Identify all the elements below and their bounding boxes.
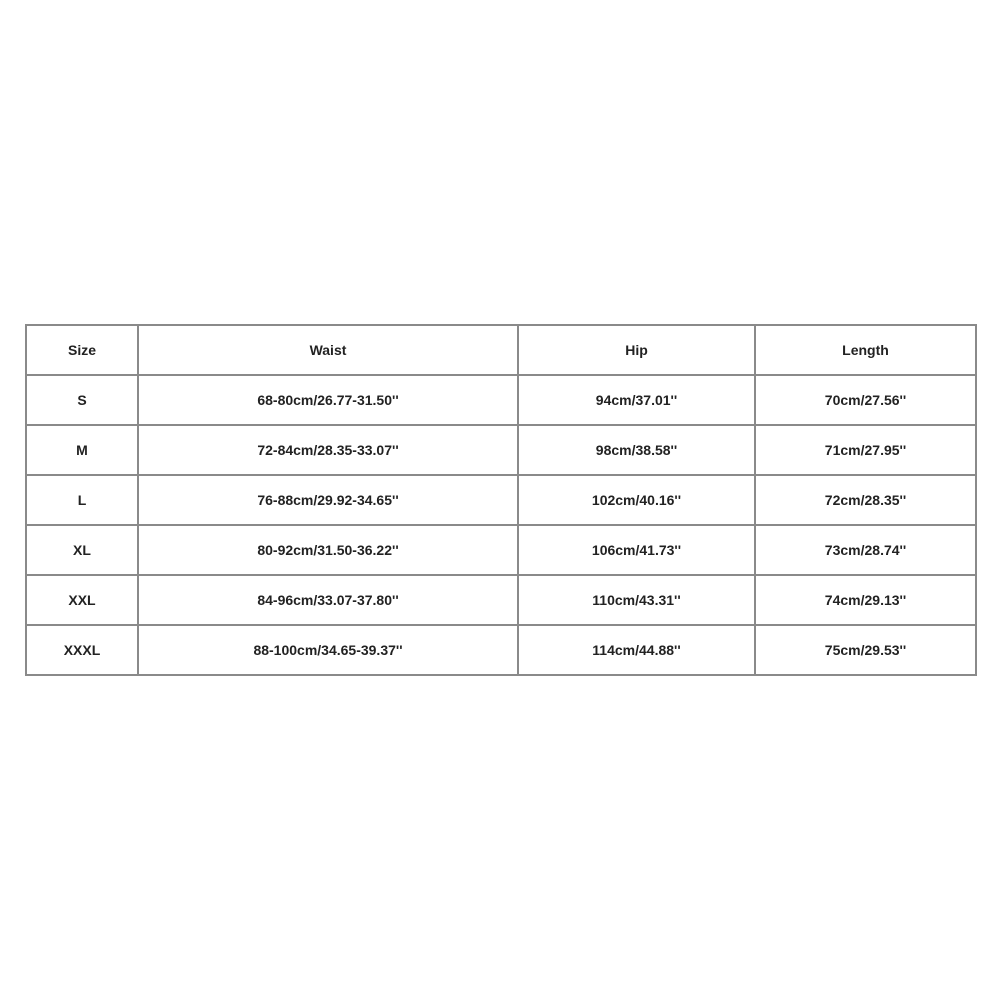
header-size: Size [26,325,138,375]
cell-waist: 84-96cm/33.07-37.80'' [138,575,518,625]
cell-size: XXL [26,575,138,625]
cell-length: 75cm/29.53'' [755,625,976,675]
cell-hip: 94cm/37.01'' [518,375,755,425]
cell-length: 74cm/29.13'' [755,575,976,625]
header-length: Length [755,325,976,375]
header-hip: Hip [518,325,755,375]
cell-waist: 76-88cm/29.92-34.65'' [138,475,518,525]
cell-length: 71cm/27.95'' [755,425,976,475]
cell-waist: 72-84cm/28.35-33.07'' [138,425,518,475]
cell-waist: 68-80cm/26.77-31.50'' [138,375,518,425]
cell-size: M [26,425,138,475]
table-row [26,375,976,425]
size-chart-table [25,324,977,676]
cell-hip: 106cm/41.73'' [518,525,755,575]
cell-waist: 80-92cm/31.50-36.22'' [138,525,518,575]
table-row [26,425,976,475]
cell-length: 73cm/28.74'' [755,525,976,575]
cell-waist: 88-100cm/34.65-39.37'' [138,625,518,675]
cell-size: XXXL [26,625,138,675]
cell-hip: 114cm/44.88'' [518,625,755,675]
cell-hip: 102cm/40.16'' [518,475,755,525]
table-row [26,475,976,525]
cell-hip: 98cm/38.58'' [518,425,755,475]
header-row [26,325,976,375]
table-row [26,625,976,675]
cell-size: XL [26,525,138,575]
cell-size: S [26,375,138,425]
cell-length: 72cm/28.35'' [755,475,976,525]
cell-hip: 110cm/43.31'' [518,575,755,625]
cell-size: L [26,475,138,525]
table-row [26,575,976,625]
header-waist: Waist [138,325,518,375]
cell-length: 70cm/27.56'' [755,375,976,425]
table-row [26,525,976,575]
